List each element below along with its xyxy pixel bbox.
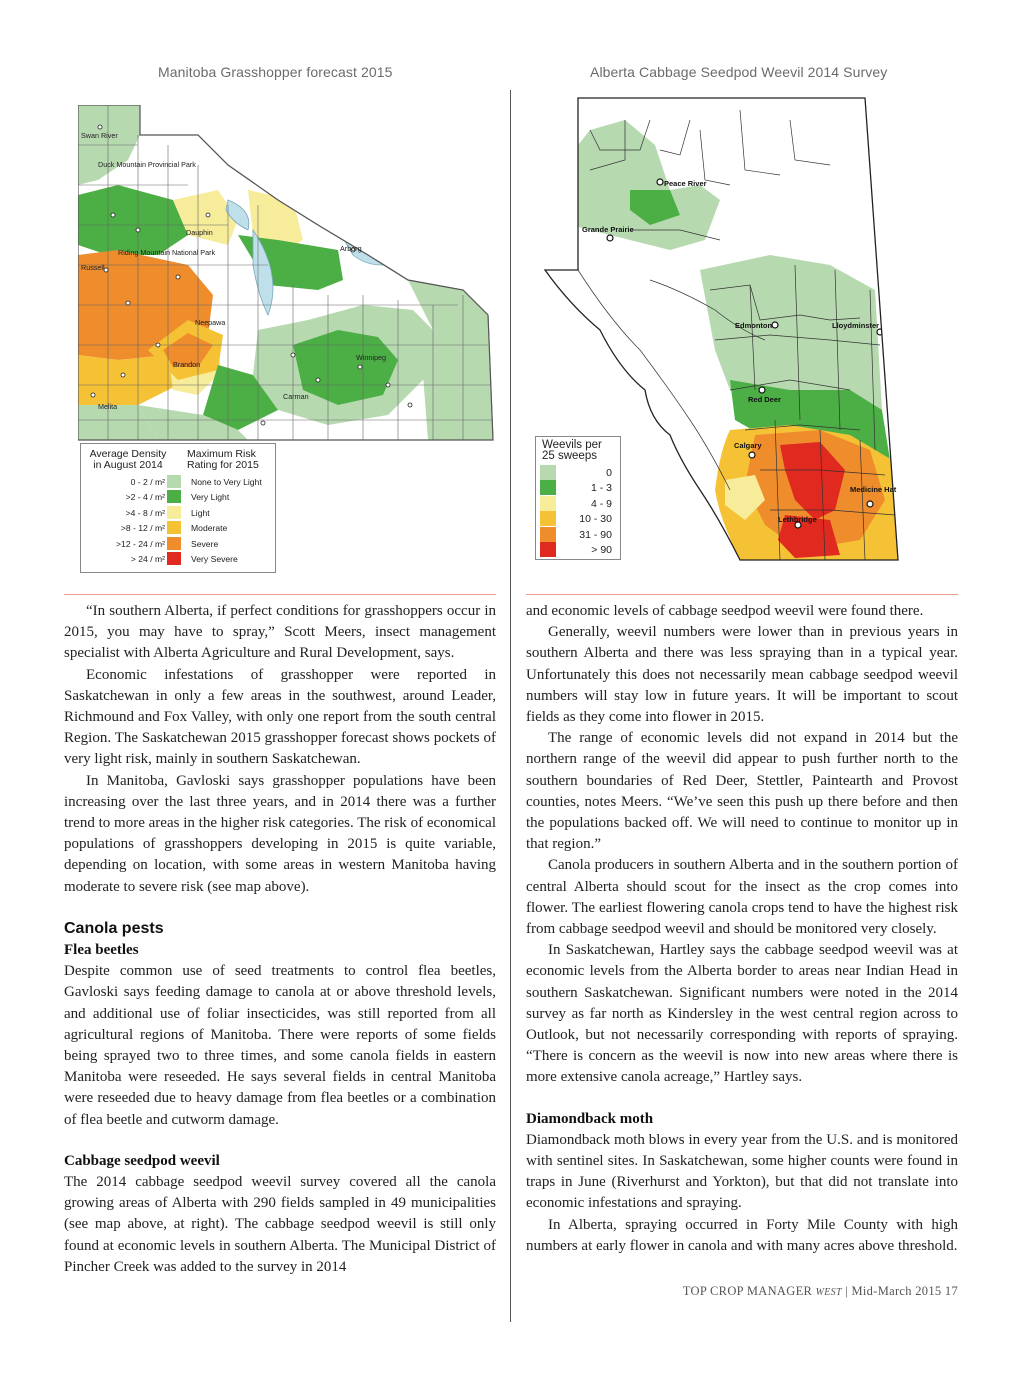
- page-footer: [683, 1284, 958, 1299]
- legend-row: [81, 506, 275, 521]
- legend-swatch: [540, 480, 556, 495]
- paragraph: In Manitoba, Gavloski says grasshopper populations have been increasing over the last three years, and in 2014 there was a further trend to more areas in the higher risk categories. The risk of economical populations of grasshoppers developing in 2015 is quite variable, depending on location, with some areas in western Manitoba having moderate to severe risk (see map above).: [64, 772, 496, 895]
- legend-density: > 24 / m²: [130, 553, 165, 564]
- label-riding-mountain: Riding Mountain National Park: [118, 248, 216, 257]
- label-melita: Melita: [98, 402, 118, 411]
- legend-rating: None to Very Light: [191, 477, 262, 487]
- legend-row: [81, 475, 275, 490]
- label-russell: Russell: [81, 263, 105, 272]
- legend-row: [81, 490, 275, 505]
- legend-risk-title-1: Maximum Risk: [187, 448, 256, 460]
- legend-rating: Moderate: [191, 523, 228, 534]
- paragraph: The 2014 cabbage seedpod weevil survey covered all the canola growing areas of Alberta with 290 fields sampled in 49 municipalities (see map above, at right). The cabbage seedpod weevil is still only found at economic levels in southern Alberta. The Municipal District of Pincher Creek was added to the survey in 2014: [64, 1174, 496, 1275]
- label-arborg: Arborg: [340, 244, 362, 253]
- column-divider: [510, 90, 511, 1322]
- label-duck-mountain: Duck Mountain Provincial Park: [98, 160, 196, 169]
- right-text-column: [526, 601, 958, 1257]
- legend-range: > 90: [591, 543, 612, 556]
- label-lloydminster: Lloydminster: [832, 321, 880, 330]
- legend-swatch: [167, 490, 181, 503]
- left-rule: [64, 594, 496, 595]
- legend-swatch: [167, 521, 181, 534]
- label-dauphin: Dauphin: [186, 228, 213, 237]
- legend-range: 10 - 30: [579, 513, 612, 526]
- label-carman: Carman: [283, 392, 309, 401]
- legend-density: >12 - 24 / m²: [116, 538, 165, 549]
- legend-row: [536, 511, 620, 526]
- legend-weevil-title-2: 25 sweeps: [542, 450, 597, 462]
- label-peace-river: Peace River: [664, 179, 707, 188]
- legend-rating: Light: [191, 507, 210, 518]
- label-brandon: Brandon: [173, 360, 201, 369]
- legend-row: [536, 527, 620, 542]
- legend-swatch: [540, 527, 556, 542]
- legend-swatch: [167, 552, 181, 565]
- label-red-deer: Red Deer: [748, 395, 781, 404]
- paragraph: In Saskatchewan, Hartley says the cabbage seedpod weevil was at economic levels from the Alberta border to areas near Indian Head in southern Saskatchewan. Significant numbers were noted in the 2014 survey as far north as Kindersley in the west central region across to Outlook, but not necessarily corresponding with reports of spraying. “There is concern as the weevil is now into new areas where there is more extensive canola acreage,” Hartley says.: [526, 942, 958, 1086]
- legend-density: >4 - 8 / m²: [125, 507, 165, 518]
- footer-separator: |: [845, 1284, 849, 1298]
- subheading-diamondback-moth: Diamondback moth: [526, 1110, 654, 1127]
- paragraph: Generally, weevil numbers were lower than in previous years in southern Alberta and there was less spraying than in a typical year. Unfortunately this does not necessarily mean cabbage seedpod weevil numbers will stay low in future years. It will be important to scout fields as they come into flower in 2015.: [526, 624, 958, 726]
- legend-swatch: [540, 511, 556, 526]
- legend-row: [536, 496, 620, 511]
- label-medicine-hat: Medicine Hat: [850, 485, 897, 494]
- manitoba-legend: [80, 443, 276, 573]
- legend-rating: Very Severe: [191, 553, 238, 564]
- legend-row: [81, 537, 275, 552]
- footer-page-number: 17: [944, 1284, 958, 1298]
- paragraph: In Alberta, spraying occurred in Forty Mile County with high numbers at early flower in canola and with many acres above threshold.: [526, 1216, 958, 1254]
- label-swan-river: Swan River: [81, 131, 118, 140]
- legend-density: >8 - 12 / m²: [120, 523, 165, 534]
- label-winnipeg: Winnipeg: [356, 353, 386, 362]
- paragraph: The range of economic levels did not expand in 2014 but the northern range of the weevil did appear to push further north to the southern boundaries of Red Deer, Stettler, Paintearth and Provost counties, notes Meers. “We’ve seen this push up there before and then the populations backed off. We will need to continue to monitor up in that region.”: [526, 730, 958, 853]
- legend-swatch: [540, 496, 556, 511]
- legend-weevil-title-1: Weevils per: [542, 439, 602, 451]
- footer-edition: WEST: [815, 1287, 842, 1298]
- left-text-column: [64, 601, 496, 1278]
- paragraph: Economic infestations of grasshopper were reported in Saskatchewan in only a few areas in the southwest, around Leader, Richmound and Fox Valley, with only one report from the south central Region. The Saskatchewan 2015 grasshopper forecast shows pockets of very light risk, mainly in southern Saskatchewan.: [64, 666, 496, 768]
- manitoba-grasshopper-map: [78, 105, 500, 575]
- manitoba-map-title: Manitoba Grasshopper forecast 2015: [158, 64, 393, 80]
- label-edmonton: Edmonton: [735, 321, 773, 330]
- label-lethbridge: Lethbridge: [778, 515, 817, 524]
- legend-risk-title-2: Rating for 2015: [187, 459, 259, 471]
- paragraph: Canola producers in southern Alberta and in the southern portion of central Alberta should scout for the insect as the crop comes into flower. The earliest flowering canola crops tend to have the highest risk from cabbage seedpod weevil and should be monitored very closely.: [526, 857, 958, 938]
- legend-range: 1 - 3: [590, 482, 612, 495]
- subheading-cabbage-seedpod-weevil: Cabbage seedpod weevil: [64, 1152, 220, 1169]
- paragraph: Despite common use of seed treatments to control flea beetles, Gavloski says feeding damage to canola at or above threshold levels, and additional use of foliar insecticides, was still reported from all agricultural regions of Manitoba. There were reports of some fields being sprayed two to three times, and some canola fields in eastern Manitoba were reseeded. He says several fields in central Manitoba were reseeded due to heavy damage from flea beetles or a combination of flea beetle and cutworm damage.: [64, 963, 496, 1128]
- legend-range: 0: [606, 467, 612, 479]
- legend-rating: Severe: [191, 538, 219, 549]
- legend-density: 0 - 2 / m²: [130, 477, 165, 487]
- legend-swatch: [167, 537, 181, 550]
- legend-row: [536, 465, 620, 480]
- legend-range: 4 - 9: [590, 497, 612, 510]
- legend-swatch: [540, 465, 556, 480]
- legend-swatch: [167, 475, 181, 488]
- alberta-legend: [535, 436, 621, 560]
- subheading-flea-beetles: Flea beetles: [64, 942, 139, 959]
- paragraph: “In southern Alberta, if perfect conditions for grasshoppers occur in 2015, you may have to spray,” Scott Meers, insect management specialist with Alberta Agriculture and Rural Development, says.: [64, 603, 496, 662]
- legend-swatch: [540, 542, 556, 557]
- legend-row: [81, 521, 275, 536]
- legend-density-title-2: in August 2014: [93, 459, 163, 471]
- paragraph: Diamondback moth blows in every year from the U.S. and is monitored with sentinel sites. In Saskatchewan, some higher counts were found in traps in June (Riverhurst and Yorkton), but that did not translate into economic infestations and spraying.: [526, 1131, 958, 1212]
- label-grande-prairie: Grande Prairie: [582, 225, 634, 234]
- alberta-map-title: Alberta Cabbage Seedpod Weevil 2014 Survey: [590, 64, 888, 80]
- legend-density: >2 - 4 / m²: [125, 492, 165, 503]
- label-calgary: Calgary: [734, 441, 762, 450]
- legend-rating: Very Light: [191, 492, 230, 503]
- legend-density-title-1: Average Density: [89, 448, 167, 460]
- legend-row: [536, 480, 620, 495]
- label-neepawa: Neepawa: [195, 318, 226, 327]
- legend-range: 31 - 90: [579, 528, 612, 541]
- legend-row: [536, 542, 620, 557]
- legend-swatch: [167, 506, 181, 519]
- section-heading-canola-pests: Canola pests: [64, 919, 164, 937]
- footer-issue: Mid-March 2015: [851, 1284, 942, 1298]
- legend-row: [81, 552, 275, 567]
- paragraph: and economic levels of cabbage seedpod weevil were found there.: [526, 603, 924, 619]
- right-rule: [526, 594, 958, 595]
- alberta-weevil-map: [530, 90, 902, 570]
- footer-magazine: TOP CROP MANAGER: [682, 1284, 813, 1298]
